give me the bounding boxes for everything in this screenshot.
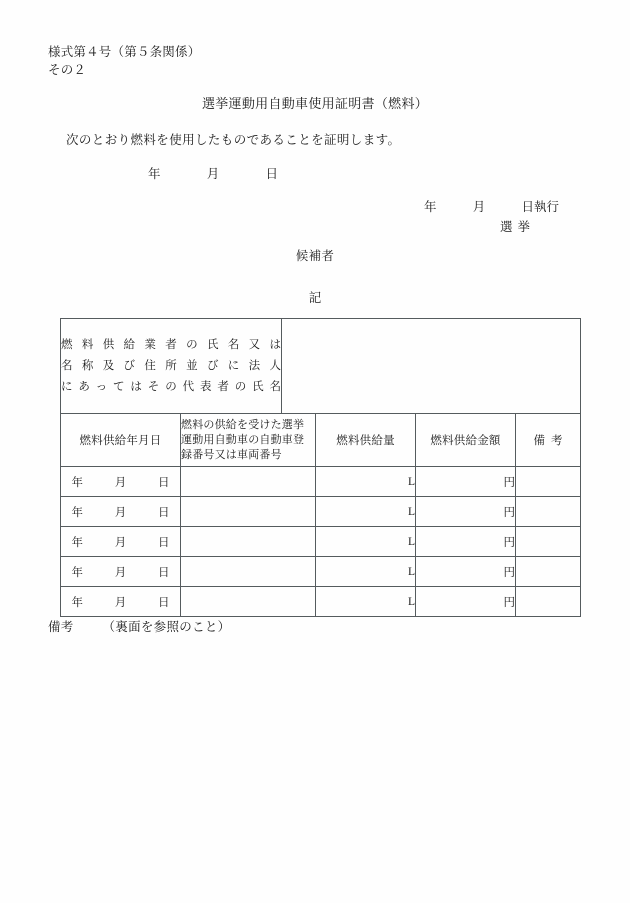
table-header-row xyxy=(61,414,581,467)
row-remarks-cell[interactable] xyxy=(516,527,581,557)
row-vehicle-cell[interactable] xyxy=(181,467,316,497)
certification-date-line xyxy=(148,164,278,182)
header-vehicle-line1: 燃料の供給を受けた選挙 xyxy=(181,418,305,431)
row-date-cell[interactable] xyxy=(61,587,181,617)
footnote xyxy=(48,617,231,635)
header-fuel-quantity: 燃料供給量 xyxy=(316,414,416,467)
row-remarks-cell[interactable] xyxy=(516,497,581,527)
row-day-label: 日 xyxy=(158,506,170,519)
supplier-row xyxy=(61,319,581,414)
certification-statement: 次のとおり燃料を使用したものであることを証明します。 xyxy=(66,133,401,147)
row-month-label: 月 xyxy=(114,476,127,489)
fuel-usage-table xyxy=(60,318,581,617)
election-month-label: 月 xyxy=(472,200,486,214)
row-day-label: 日 xyxy=(158,596,170,609)
row-quantity-cell[interactable]: L xyxy=(316,557,416,587)
supplier-label-line2: 名称及び住所並びに法人 xyxy=(61,359,282,372)
table-row xyxy=(61,527,581,557)
footnote-label: 備考 xyxy=(48,620,74,634)
row-quantity-cell[interactable]: L xyxy=(316,467,416,497)
election-date-line xyxy=(424,198,559,217)
row-vehicle-cell[interactable] xyxy=(181,497,316,527)
header-vehicle-line2: 運動用自動車の自動車登 xyxy=(181,433,305,446)
row-date-cell[interactable] xyxy=(61,527,181,557)
row-quantity-cell[interactable]: L xyxy=(316,527,416,557)
row-year-label: 年 xyxy=(71,536,83,549)
row-amount-cell[interactable]: 円 xyxy=(416,527,516,557)
header-vehicle-line3: 録番号又は車両番号 xyxy=(181,448,282,461)
table-row xyxy=(61,467,581,497)
table-row xyxy=(61,557,581,587)
row-month-label: 月 xyxy=(114,566,127,579)
header-vehicle-number xyxy=(181,414,316,467)
row-date-cell[interactable] xyxy=(61,497,181,527)
row-amount-cell[interactable]: 円 xyxy=(416,557,516,587)
row-amount-cell[interactable]: 円 xyxy=(416,467,516,497)
supplier-label-line3: にあってはその代表者の氏名 xyxy=(61,380,282,393)
election-name-label: 選挙 xyxy=(500,220,536,234)
row-remarks-cell[interactable] xyxy=(516,587,581,617)
row-remarks-cell[interactable] xyxy=(516,467,581,497)
header-fuel-amount: 燃料供給金額 xyxy=(416,414,516,467)
row-month-label: 月 xyxy=(114,506,127,519)
row-year-label: 年 xyxy=(71,506,83,519)
page-title: 選挙運動用自動車使用証明書（燃料） xyxy=(201,96,429,111)
header-remarks: 備考 xyxy=(516,414,581,467)
certification-month-label: 月 xyxy=(206,167,220,181)
row-year-label: 年 xyxy=(71,566,83,579)
row-amount-cell[interactable]: 円 xyxy=(416,497,516,527)
supplier-label-line1: 燃料供給業者の氏名又は xyxy=(61,338,282,351)
table-row xyxy=(61,497,581,527)
row-day-label: 日 xyxy=(158,566,170,579)
ki-mark: 記 xyxy=(308,291,322,305)
certification-year-label: 年 xyxy=(148,167,161,181)
header-supply-date: 燃料供給年月日 xyxy=(61,414,181,467)
election-day-label: 日執行 xyxy=(521,200,560,214)
row-vehicle-cell[interactable] xyxy=(181,587,316,617)
supplier-value-cell[interactable] xyxy=(282,319,581,414)
row-vehicle-cell[interactable] xyxy=(181,527,316,557)
row-date-cell[interactable] xyxy=(61,467,181,497)
candidate-label: 候補者 xyxy=(295,249,335,263)
row-month-label: 月 xyxy=(114,536,127,549)
footnote-text: （裏面を参照のこと） xyxy=(102,620,231,634)
form-number: 様式第４号（第５条関係） xyxy=(48,45,201,59)
form-sub-number: その２ xyxy=(48,63,87,77)
row-quantity-cell[interactable]: L xyxy=(316,497,416,527)
row-month-label: 月 xyxy=(114,596,127,609)
row-vehicle-cell[interactable] xyxy=(181,557,316,587)
supplier-label-cell xyxy=(61,319,282,414)
row-year-label: 年 xyxy=(71,476,83,489)
certification-day-label: 日 xyxy=(265,167,279,181)
row-amount-cell[interactable]: 円 xyxy=(416,587,516,617)
row-date-cell[interactable] xyxy=(61,557,181,587)
election-year-label: 年 xyxy=(424,200,437,214)
row-day-label: 日 xyxy=(158,476,170,489)
table-row xyxy=(61,587,581,617)
row-day-label: 日 xyxy=(158,536,170,549)
row-year-label: 年 xyxy=(71,596,83,609)
row-remarks-cell[interactable] xyxy=(516,557,581,587)
row-quantity-cell[interactable]: L xyxy=(316,587,416,617)
